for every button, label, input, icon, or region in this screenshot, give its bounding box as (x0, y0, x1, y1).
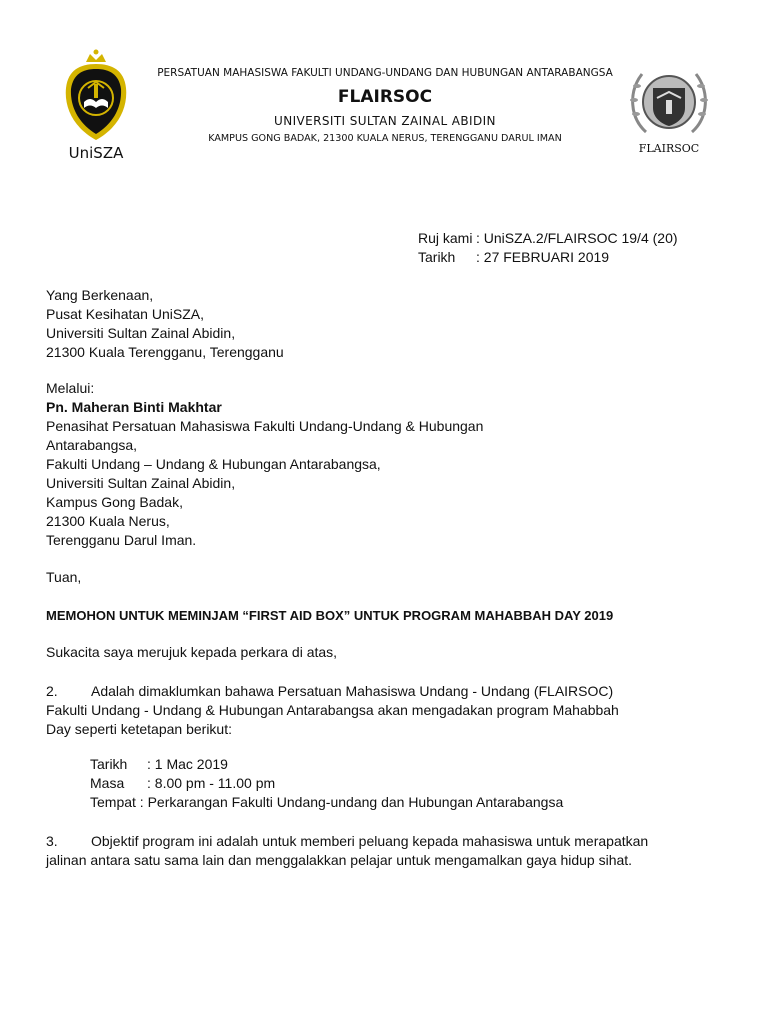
via-block (46, 379, 483, 550)
recipient-block (46, 286, 284, 362)
unisza-logo-text: UniSZA (68, 144, 124, 162)
intro-paragraph: Sukacita saya merujuk kepada perkara di atas, (46, 644, 338, 660)
club-name: FLAIRSOC (337, 87, 433, 107)
subject-line: MEMOHON UNTUK MEMINJAM “FIRST AID BOX” UNTUK PROGRAM MAHABBAH DAY 2019 (46, 608, 614, 623)
recipient-line: Pusat Kesihatan UniSZA, (46, 306, 204, 322)
flairsoc-logo-text: FLAIRSOC (638, 142, 700, 155)
paragraph-3 (46, 832, 656, 870)
ruj-value: : UniSZA.2/FLAIRSOC 19/4 (20) (476, 230, 678, 246)
detail-venue: Tempat : Perkarangan Fakulti Undang-undang dan Hubungan Antarabangsa (90, 794, 564, 810)
detail-time-label: Masa (90, 775, 125, 791)
flairsoc-logo (626, 62, 712, 160)
paragraph-text: Objektif program ini adalah untuk memberi peluang kepada mahasiswa untuk merapatkan jalinan antara satu sama lain dan menggalakkan pelajar untuk mengamalkan gaya hidup sihat. (46, 833, 649, 868)
salutation: Tuan, (46, 569, 82, 585)
unisza-logo (60, 48, 132, 166)
detail-time-value: : 8.00 pm - 11.00 pm (147, 775, 276, 791)
tarikh-label: Tarikh (418, 249, 456, 265)
recipient-line: Universiti Sultan Zainal Abidin, (46, 325, 236, 341)
via-line: Penasihat Persatuan Mahasiswa Fakulti Undang-Undang & Hubungan (46, 418, 484, 434)
crown-icon (86, 50, 106, 63)
university-name: UNIVERSITI SULTAN ZAINAL ABIDIN (274, 114, 496, 128)
tarikh-value: : 27 FEBRUARI 2019 (476, 249, 610, 265)
detail-date-value: : 1 Mac 2019 (147, 756, 228, 772)
via-line: Terengganu Darul Iman. (46, 532, 197, 548)
paragraph-2 (46, 682, 646, 739)
paragraph-number: 2. (46, 683, 58, 699)
detail-date-label: Tarikh (90, 756, 128, 772)
via-line: Universiti Sultan Zainal Abidin, (46, 475, 236, 491)
via-line: Kampus Gong Badak, (46, 494, 183, 510)
event-details (90, 755, 563, 812)
campus-address: KAMPUS GONG BADAK, 21300 KUALA NERUS, TERENGGANU DARUL IMAN (208, 133, 562, 144)
paragraph-number: 3. (46, 833, 58, 849)
via-line: Antarabangsa, (46, 437, 138, 453)
reference-block (418, 229, 678, 267)
recipient-line: Yang Berkenaan, (46, 287, 154, 303)
via-label: Melalui: (46, 380, 95, 396)
paragraph-text: Adalah dimaklumkan bahawa Persatuan Mahasiswa Undang - Undang (FLAIRSOC) Fakulti Undang - Undang & Hubungan Antarabangsa akan mengadakan program Mahabbah Day seperti ketetapan berikut: (46, 683, 619, 737)
via-line: 21300 Kuala Nerus, (46, 513, 170, 529)
org-line: PERSATUAN MAHASISWA FAKULTI UNDANG-UNDANG DAN HUBUNGAN ANTARABANGSA (157, 67, 613, 79)
recipient-line: 21300 Kuala Terengganu, Terengganu (46, 344, 284, 360)
via-name: Pn. Maheran Binti Makhtar (46, 399, 222, 415)
via-line: Fakulti Undang – Undang & Hubungan Antarabangsa, (46, 456, 381, 472)
ruj-label: Ruj kami (418, 230, 473, 246)
